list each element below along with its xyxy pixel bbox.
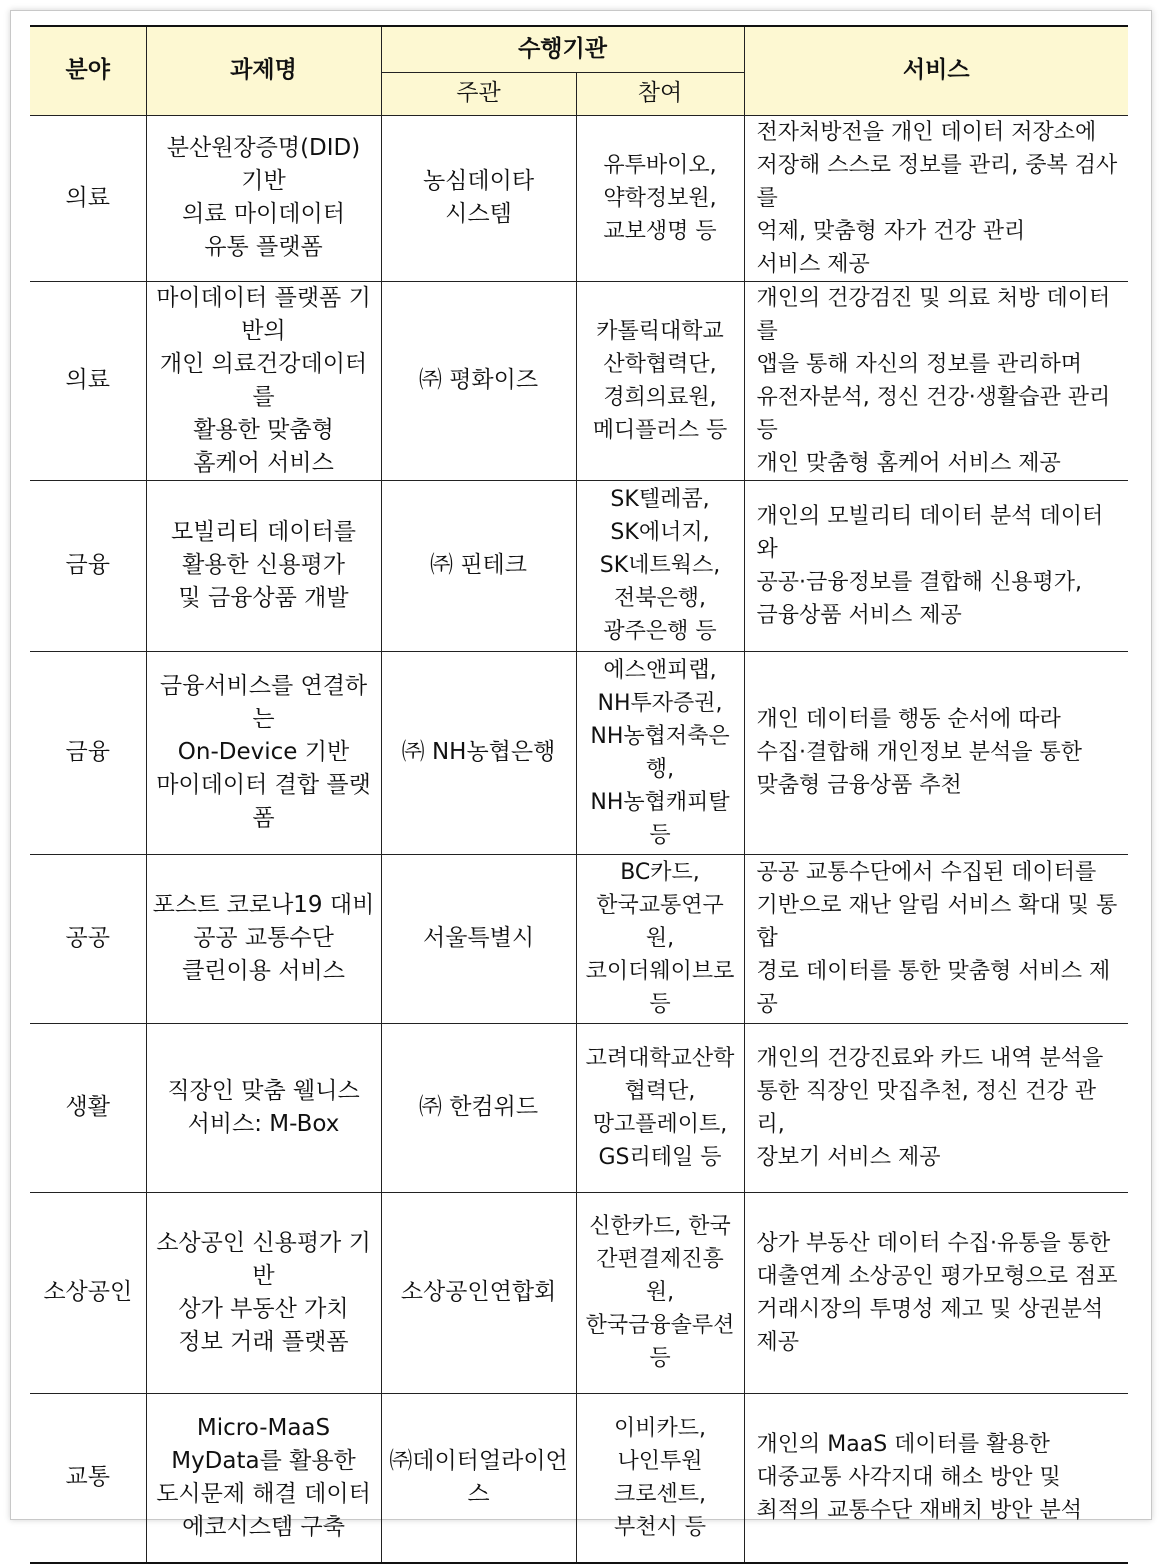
cell-participant: 고려대학교산학 협력단, 망고플레이트, GS리테일 등 <box>576 1023 744 1192</box>
table-row <box>30 480 1128 651</box>
cell-task: 마이데이터 플랫폼 기반의 개인 의료건강데이터를 활용한 맞춤형 홈케어 서비스 <box>146 281 381 480</box>
cell-service: 전자처방전을 개인 데이터 저장소에 저장해 스스로 정보를 관리, 중복 검사를 억제, 맞춤형 자가 건강 관리 서비스 제공 <box>744 115 1128 281</box>
table-row <box>30 1023 1128 1192</box>
cell-participant: BC카드, 한국교통연구원, 코이더웨이브로 등 <box>576 854 744 1023</box>
cell-field: 교통 <box>30 1393 146 1563</box>
table-row <box>30 115 1128 281</box>
cell-field: 소상공인 <box>30 1192 146 1393</box>
cell-task: 분산원장증명(DID) 기반 의료 마이데이터 유통 플랫폼 <box>146 115 381 281</box>
cell-lead: ㈜ 한컴위드 <box>381 1023 576 1192</box>
cell-lead: ㈜ NH농협은행 <box>381 651 576 854</box>
cell-service: 개인 데이터를 행동 순서에 따라 수집·결합해 개인정보 분석을 통한 맞춤형 금융상품 추천 <box>744 651 1128 854</box>
cell-service: 상가 부동산 데이터 수집·유통을 통한 대출연계 소상공인 평가모형으로 점포 거래시장의 투명성 제고 및 상권분석 제공 <box>744 1192 1128 1393</box>
cell-lead: ㈜ 핀테크 <box>381 480 576 651</box>
cell-service: 개인의 MaaS 데이터를 활용한 대중교통 사각지대 해소 방안 및 최적의 교통수단 재배치 방안 분석 <box>744 1393 1128 1563</box>
header-service: 서비스 <box>744 26 1128 115</box>
cell-lead: 소상공인연합회 <box>381 1192 576 1393</box>
table-row <box>30 854 1128 1023</box>
cell-task: 직장인 맞춤 웰니스 서비스: M-Box <box>146 1023 381 1192</box>
cell-task: 포스트 코로나19 대비 공공 교통수단 클린이용 서비스 <box>146 854 381 1023</box>
header-agency: 수행기관 <box>381 26 744 72</box>
cell-participant: 카톨릭대학교 산학협력단, 경희의료원, 메디플러스 등 <box>576 281 744 480</box>
cell-service: 개인의 모빌리티 데이터 분석 데이터와 공공·금융정보를 결합해 신용평가, 금융상품 서비스 제공 <box>744 480 1128 651</box>
table-row <box>30 651 1128 854</box>
cell-service: 개인의 건강검진 및 의료 처방 데이터를 앱을 통해 자신의 정보를 관리하며 유전자분석, 정신 건강·생활습관 관리 등 개인 맞춤형 홈케어 서비스 제공 <box>744 281 1128 480</box>
table-row <box>30 1192 1128 1393</box>
mydata-projects-table <box>30 25 1128 1564</box>
cell-lead: 농심데이타 시스템 <box>381 115 576 281</box>
cell-lead: ㈜ 평화이즈 <box>381 281 576 480</box>
cell-participant: 유투바이오, 약학정보원, 교보생명 등 <box>576 115 744 281</box>
cell-task: 소상공인 신용평가 기반 상가 부동산 가치 정보 거래 플랫폼 <box>146 1192 381 1393</box>
cell-field: 의료 <box>30 281 146 480</box>
table-row <box>30 281 1128 480</box>
cell-task: Micro-MaaS MyData를 활용한 도시문제 해결 데이터 에코시스템 구축 <box>146 1393 381 1563</box>
cell-field: 금융 <box>30 480 146 651</box>
cell-lead: ㈜데이터얼라이언스 <box>381 1393 576 1563</box>
cell-lead: 서울특별시 <box>381 854 576 1023</box>
cell-participant: 신한카드, 한국 간편결제진흥원, 한국금융솔루션 등 <box>576 1192 744 1393</box>
cell-field: 생활 <box>30 1023 146 1192</box>
cell-task: 모빌리티 데이터를 활용한 신용평가 및 금융상품 개발 <box>146 480 381 651</box>
cell-participant: 이비카드, 나인투원 크로센트, 부천시 등 <box>576 1393 744 1563</box>
cell-participant: 에스앤피랩, NH투자증권, NH농협저축은행, NH농협캐피탈 등 <box>576 651 744 854</box>
header-task: 과제명 <box>146 26 381 115</box>
header-participant: 참여 <box>576 72 744 115</box>
header-lead: 주관 <box>381 72 576 115</box>
header-field: 분야 <box>30 26 146 115</box>
cell-field: 의료 <box>30 115 146 281</box>
cell-participant: SK텔레콤, SK에너지, SK네트웍스, 전북은행, 광주은행 등 <box>576 480 744 651</box>
cell-field: 공공 <box>30 854 146 1023</box>
table-row <box>30 1393 1128 1563</box>
cell-service: 개인의 건강진료와 카드 내역 분석을 통한 직장인 맛집추천, 정신 건강 관리, 장보기 서비스 제공 <box>744 1023 1128 1192</box>
cell-service: 공공 교통수단에서 수집된 데이터를 기반으로 재난 알림 서비스 확대 및 통합 경로 데이터를 통한 맞춤형 서비스 제공 <box>744 854 1128 1023</box>
cell-field: 금융 <box>30 651 146 854</box>
cell-task: 금융서비스를 연결하는 On-Device 기반 마이데이터 결합 플랫폼 <box>146 651 381 854</box>
